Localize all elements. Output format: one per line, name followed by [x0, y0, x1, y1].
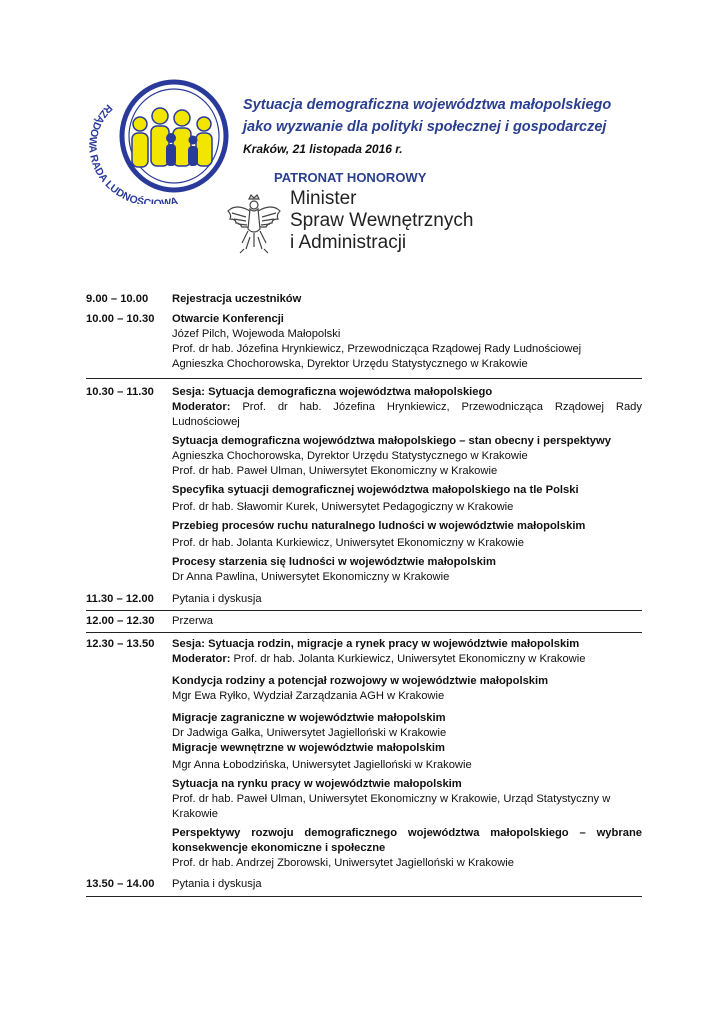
- agenda-row-session-2: [86, 632, 642, 875]
- agenda-row-discussion-1: [86, 592, 642, 610]
- talk-title: Kondycja rodziny a potencjał rozwojowy w województwie małopolskim: [172, 675, 549, 687]
- talk-title: Sytuacja na rynku pracy w województwie małopolskim: [172, 778, 462, 790]
- moderator: [172, 400, 642, 430]
- talk-title: Przebieg procesów ruchu naturalnego ludności w województwie małopolskim: [172, 520, 586, 532]
- speaker: Mgr Anna Łobodzińska, Uniwersytet Jagielloński w Krakowie: [172, 759, 472, 771]
- speaker: Mgr Ewa Ryłko, Wydział Zarządzania AGH w Krakowie: [172, 690, 445, 702]
- speaker: Dr Jadwiga Gałka, Uniwersytet Jagielloński w Krakowie: [172, 727, 447, 739]
- bottom-divider: [86, 896, 642, 897]
- agenda-title: Otwarcie Konferencji: [172, 313, 284, 325]
- moderator-text: Prof. dr hab. Józefina Hrynkiewicz, Przewodnicząca Rządowej Rady Ludnościowej: [172, 401, 642, 428]
- moderator-label: Moderator:: [172, 401, 231, 413]
- speaker: Prof. dr hab. Andrzej Zborowski, Uniwersytet Jagielloński w Krakowie: [172, 857, 514, 869]
- logo-arc-text: RZĄDOWA RADA LUDNOŚCIOWA: [86, 101, 180, 204]
- moderator-label: Moderator:: [172, 653, 231, 665]
- eagle-emblem-icon: [224, 193, 284, 257]
- speaker: Prof. dr hab. Paweł Ulman, Uniwersytet Ekonomiczny w Krakowie, Urząd Statystyczny w Krakowie: [172, 793, 611, 820]
- agenda-time: 13.50 – 14.00: [86, 878, 155, 890]
- speaker: Agnieszka Chochorowska, Dyrektor Urzędu Statystycznego w Krakowie: [172, 450, 528, 462]
- agenda: [86, 292, 642, 897]
- minister-line-3: i Administracji: [290, 232, 407, 253]
- agenda-title: Pytania i dyskusja: [172, 878, 262, 890]
- agenda-row-break: [86, 610, 642, 632]
- agenda-time: 11.30 – 12.00: [86, 593, 154, 605]
- rrl-logo: [78, 76, 234, 204]
- session-title: Sesja: Sytuacja demograficzna województwa małopolskiego: [172, 386, 493, 398]
- talk-title: Procesy starzenia się ludności w województwie małopolskim: [172, 556, 496, 568]
- title-line-1: Sytuacja demograficzna województwa małopolskiego: [243, 97, 612, 113]
- agenda-time: 9.00 – 10.00: [86, 293, 149, 305]
- minister-line-1: Minister: [290, 188, 357, 209]
- speaker: Prof. dr hab. Józefina Hrynkiewicz, Przewodnicząca Rządowej Rady Ludnościowej: [172, 343, 582, 355]
- minister-line-2: Spraw Wewnętrznych: [290, 210, 474, 231]
- agenda-title: Przerwa: [172, 615, 214, 627]
- agenda-row-opening: [86, 312, 642, 378]
- talk-title: Migracje wewnętrzne w województwie małopolskim: [172, 742, 445, 754]
- patron-label: PATRONAT HONOROWY: [274, 170, 427, 185]
- moderator-text: Prof. dr hab. Jolanta Kurkiewicz, Uniwersytet Ekonomiczny w Krakowie: [230, 653, 586, 665]
- moderator: [172, 652, 642, 667]
- agenda-row-discussion-2: [86, 877, 642, 896]
- minister-name: [290, 188, 473, 254]
- talk-title: Sytuacja demograficzna województwa małopolskiego – stan obecny i perspektywy: [172, 435, 611, 447]
- agenda-time: 10.00 – 10.30: [86, 313, 155, 325]
- talk-title: Migracje zagraniczne w województwie małopolskim: [172, 712, 446, 724]
- agenda-time: 12.00 – 12.30: [86, 615, 155, 627]
- speaker: Prof. dr hab. Jolanta Kurkiewicz, Uniwersytet Ekonomiczny w Krakowie: [172, 537, 524, 549]
- agenda-row-session-1: [86, 378, 642, 589]
- conference-title: [243, 94, 611, 138]
- speaker: Prof. dr hab. Sławomir Kurek, Uniwersytet Pedagogiczny w Krakowie: [172, 501, 514, 513]
- agenda-row-registration: [86, 292, 642, 307]
- talk-title: Specyfika sytuacji demograficznej województwa małopolskiego na tle Polski: [172, 484, 579, 496]
- session-title: Sesja: Sytuacja rodzin, migracje a rynek pracy w województwie małopolskim: [172, 638, 580, 650]
- speaker: Prof. dr hab. Paweł Ulman, Uniwersytet Ekonomiczny w Krakowie: [172, 465, 498, 477]
- conference-date: Kraków, 21 listopada 2016 r.: [243, 142, 403, 156]
- talk-title: Perspektywy rozwoju demograficznego województwa małopolskiego – wybrane konsekwencje ekonomiczne i społeczne: [172, 827, 642, 854]
- speaker: Józef Pilch, Wojewoda Małopolski: [172, 328, 341, 340]
- speaker: Agnieszka Chochorowska, Dyrektor Urzędu Statystycznego w Krakowie: [172, 358, 528, 370]
- agenda-time: 10.30 – 11.30: [86, 386, 154, 398]
- agenda-title: Rejestracja uczestników: [172, 293, 302, 305]
- speaker: Dr Anna Pawlina, Uniwersytet Ekonomiczny w Krakowie: [172, 571, 450, 583]
- agenda-title: Pytania i dyskusja: [172, 593, 262, 605]
- agenda-time: 12.30 – 13.50: [86, 638, 155, 650]
- title-line-2: jako wyzwanie dla polityki społecznej i gospodarczej: [243, 119, 607, 135]
